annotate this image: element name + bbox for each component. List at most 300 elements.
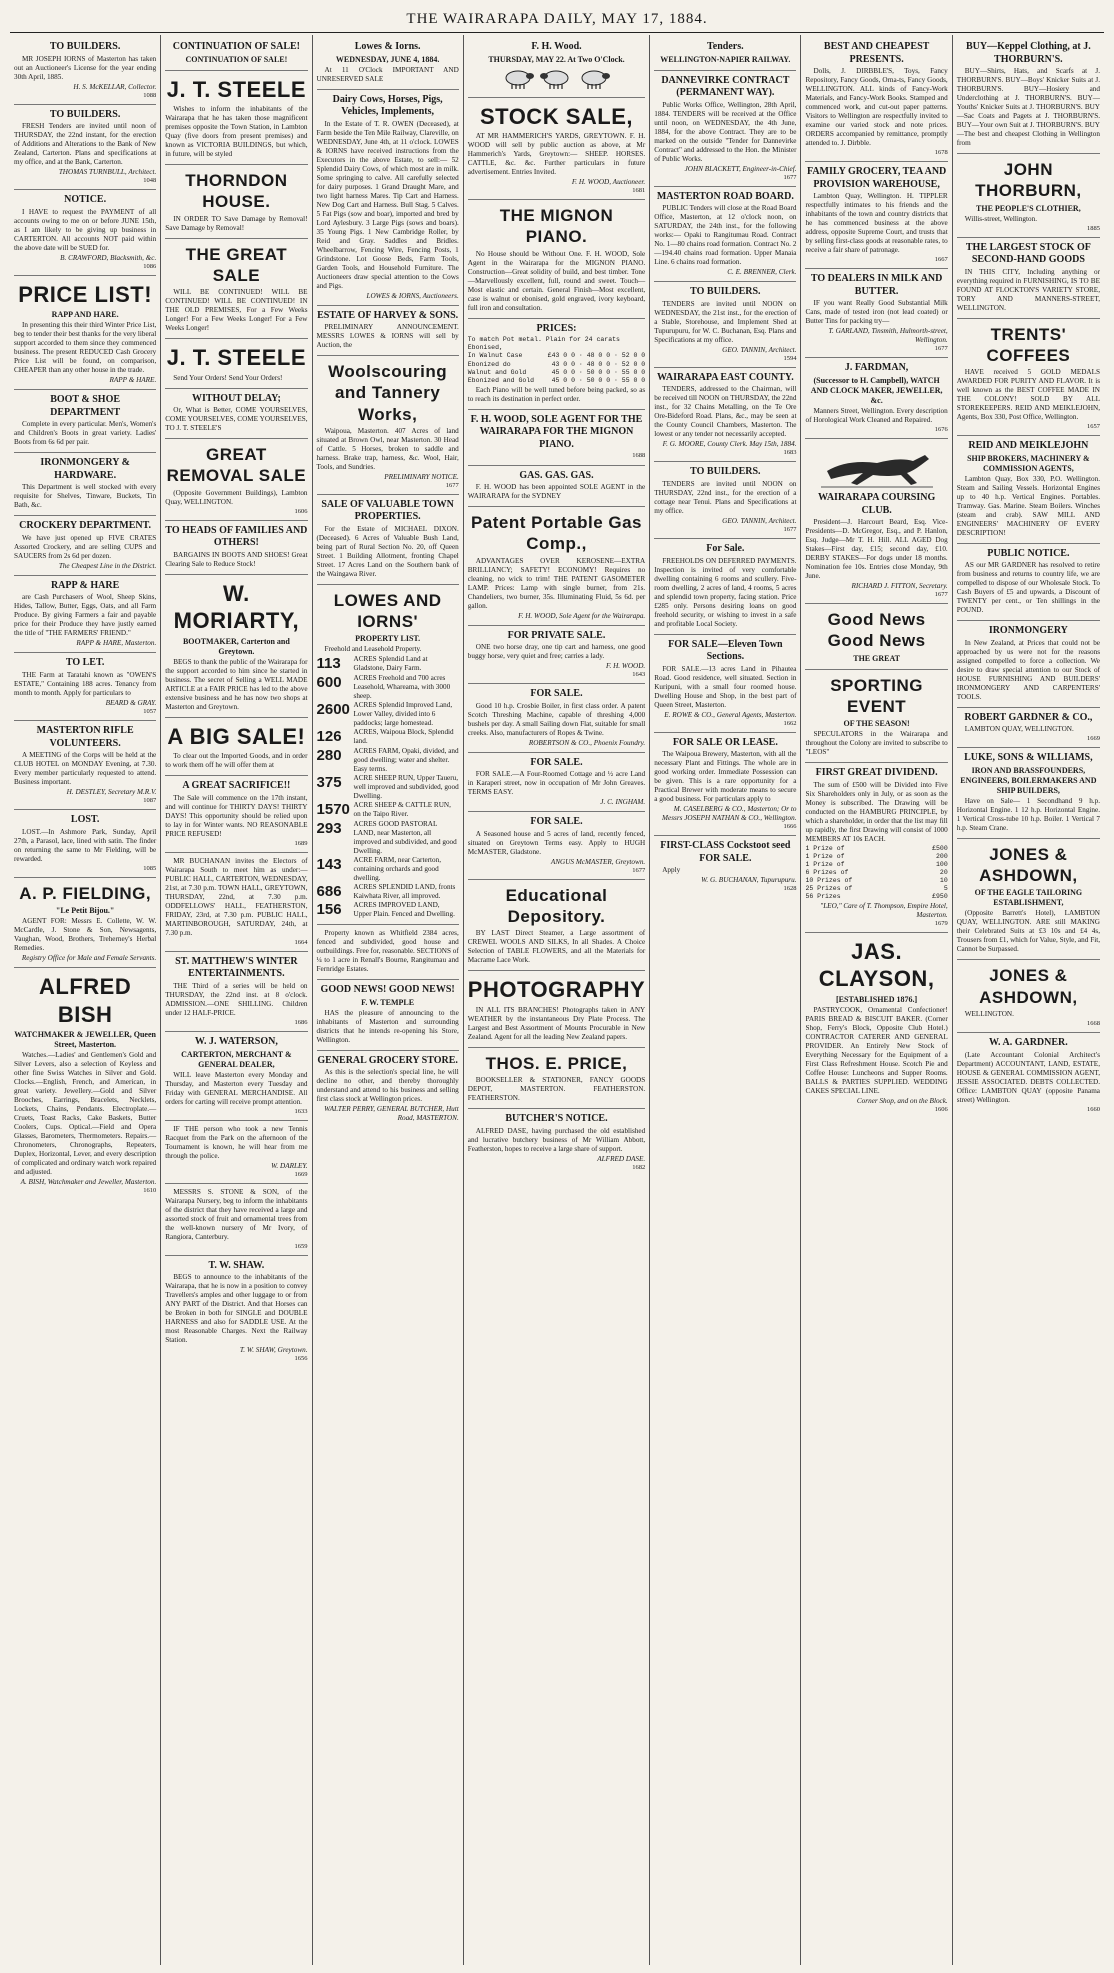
- ad-number: 1678: [934, 149, 948, 156]
- ad-number: 1088: [143, 91, 157, 99]
- ad-heading: LUKE, SONS & WILLIAMS,: [964, 752, 1093, 764]
- ad-heading: IRONMONGERY: [988, 625, 1068, 637]
- advertisement: [14, 37, 156, 105]
- ad-heading: T. W. SHAW.: [208, 1259, 265, 1271]
- ad-body: Public Works Office, Wellington, 28th April, 1884. TENDERS will be received at the Office until noon, on WEDNESDAY, the 4th June, 1884, for the above Contract. They are to be marked on the outside "Tender for Dannevirke Contract" and addressed to the Hon. the Minister of Public Works.: [654, 100, 797, 163]
- column-4: [464, 35, 650, 1965]
- ad-number: 1610: [143, 1187, 157, 1194]
- price-values: 43 0 0 · 48 0 0 · 52 0 0: [551, 360, 646, 368]
- ad-body: Watches.—Ladies' and Gentlemen's Gold and Silver Levers, also a selection of Keyless and other fine Swiss Watches in Silver and Gold. Clocks.—English, French, and American, in great variety. Jewellery.—Gold and Silver Brooches, Earrings, Bracelets, Necklets, Lockets, Chains, Pendants. Electroplate.—Cruets, Toast Racks, Cake Baskets, Butter Coolers, Cups. Optical.—Field and Opera Glasses, Barometers, Thermometers. Repairs.—Chronometers, Chronographs, Repeaters, Duplex, Horizontal, Lever, and every description of complicated and ordinary watch work repaired and adjusted.: [14, 1051, 157, 1176]
- ad-body: Dolls, J. DIRBBLE'S, Toys, Fancy Repository, Fancy Goods, Orna-ts, Fancy Goods, WELLINGTON. ALL kinds of Fancy-Work Materials, and Fancy-Work Books. Stamped and commenced work, and cut-out paper patterns. Visitors to Wellington are respectfully invited to examine our varied stock and note prices. ORDERS accompanied by remittance, promptly attended to. J. Dirbble.: [805, 67, 948, 147]
- ad-heading: Woolscouring and Tannery Works,: [328, 362, 448, 424]
- ad-signature: F. H. WOOD, Sole Agent for the Wairarapa.: [518, 611, 646, 620]
- price-values: 45 0 0 · 50 0 0 · 55 0 0: [551, 376, 646, 384]
- ad-signature: ROBERTSON & CO., Phoenix Foundry.: [528, 738, 646, 747]
- ad-body: PASTRYCOOK, Ornamental Confectioner! PARIS BREAD & BISCUIT BAKER. (Corner Shop, Ferry's Block, Opposite Club Hotel.) CONTRACTOR CATERER AND GENERAL PROVIDER. An Entirely New Stock of Everything Necessary for the Equipment of a First Class Refreshment House. Scotch Pie and Coffee House: Luncheons and Supper Rooms. BALLS & PARTIES SUPPLIED. WEDDING CAKES SPECIAL LINE.: [805, 1005, 948, 1095]
- ad-number: 1668: [1087, 1019, 1100, 1027]
- column-3: [313, 35, 464, 1965]
- property-listing: [317, 701, 459, 728]
- prize-row: [805, 861, 947, 869]
- ad-heading: FOR SALE.: [530, 756, 583, 768]
- advertisement: [654, 37, 796, 71]
- sheep-icon: [577, 68, 611, 90]
- ad-heading: ROBERT GARDNER & CO.,: [964, 711, 1093, 723]
- prize-value: £500: [932, 844, 948, 852]
- advertisement: [317, 37, 459, 90]
- ad-number: 1659: [294, 1242, 308, 1250]
- ad-heading: BOOT & SHOE DEPARTMENT: [50, 394, 121, 418]
- ad-heading: BEST AND CHEAPEST PRESENTS.: [823, 41, 930, 65]
- prize-row: [805, 853, 947, 861]
- ad-heading: BUTCHER'S NOTICE.: [505, 1113, 608, 1124]
- ad-number: 1085: [143, 864, 157, 872]
- ad-body: Complete in every particular. Men's, Women's and Children's Boots in great variety. Ladies' Boots from 6s 6d per pair.: [14, 420, 157, 447]
- piano-price-row: [468, 352, 645, 360]
- ad-body: A MEETING of the Corps will be held at the CLUB HOTEL on MONDAY Evening, at 7.30. Every member particularly requested to attend. Business important.: [14, 751, 157, 786]
- ad-heading: WAIRARAPA COURSING CLUB.: [817, 492, 936, 516]
- advertisement: [468, 410, 645, 466]
- advertisement: [654, 71, 796, 187]
- advertisement: [165, 1121, 307, 1184]
- advertisement: [957, 319, 1100, 437]
- ad-number: 1683: [783, 449, 797, 457]
- ad-subheading: SHIP BROKERS, MACHINERY & COMMISSION AGENTS,: [967, 453, 1090, 473]
- advertisement: [468, 37, 645, 98]
- ad-body: A Seasoned house and 5 acres of land, recently fenced, situated on Greytown Terms easy. Apply to HUGH McMASTER, Gladstone.: [467, 829, 646, 856]
- advertisement: [14, 653, 156, 721]
- advertisement: [468, 880, 645, 972]
- advertisement: [468, 1048, 645, 1109]
- ad-body: BEGS to announce to the inhabitants of the Wairarapa, that he is now in a position to convey Travellers's amples and other luggage to or from ANY PART of the District. And that Horses can be Broken in both for SINGLE and DOUBLE HARNESS and also for SADDLE USE. At the most Reasonable Charges. Next the Railway Station.: [165, 1273, 308, 1345]
- ad-heading: GREAT REMOVAL SALE: [166, 445, 307, 486]
- ad-signature: ALFRED DASE.: [597, 1154, 646, 1163]
- ad-number: 1682: [632, 1163, 646, 1171]
- ad-heading: PRICE LIST!: [18, 281, 153, 307]
- advertisement: [165, 439, 307, 521]
- ad-subheading: IRON AND BRASSFOUNDERS, ENGINEERS, BOILERMAKERS AND SHIP BUILDERS,: [960, 765, 1097, 795]
- ad-body: ADVANTAGES OVER KEROSENE—EXTRA BRILLIANCY; SAFETY! ECONOMY! Requires no cleaning, no wick to trim! THE PATENT GASOMETER LAMP. Prices: Lamp with single burner, from 21s. Chandeliers, two burner, 35s. Illuminating Fluid, 5s 6d. per gallon.: [467, 556, 646, 610]
- advertisement: [654, 282, 796, 368]
- ad-signature: H. S. McKELLAR, Collector.: [73, 82, 157, 91]
- property-description: ACRES Splendid Improved Land, Lower Valley, divided into 6 paddocks; large homestead.: [353, 701, 453, 728]
- ad-body: MR BUCHANAN invites the Electors of Wairarapa South to meet him as under:— PUBLIC HALL, CARTERTON, WEDNESDAY, 21st, at 7.30 p.m. TOWN HALL, GREYTOWN, THURSDAY, 22nd, at 7.30 p.m. ODDFELLOWS' HALL, FEATHERSTON, FRIDAY, 23rd, at 7.30 p.m. PUBLIC HALL, MARTINBOROUGH, SATURDAY, 24th, at 7.30 p.m.: [165, 856, 308, 937]
- ad-signature: THOMAS TURNBULL, Architect.: [58, 168, 157, 177]
- property-number: 113: [316, 655, 341, 673]
- ad-signature: T. GARLAND, Tinsmith, Hulmorth-street, Wellington.: [828, 327, 948, 345]
- ad-signature: Corner Shop, and on the Block.: [856, 1096, 948, 1105]
- advertisement: [165, 1256, 307, 1368]
- ad-signature: GEO. TANNIN, Architect.: [722, 345, 797, 354]
- advertisement: [165, 575, 307, 718]
- piano-prices-header: To match Pot metal. Plain for 24 carats Ebonised,: [467, 336, 620, 352]
- advertisement: [957, 238, 1100, 319]
- columns: [10, 35, 1104, 1965]
- ad-body: Freehold and Leasehold Property.: [324, 645, 422, 654]
- ad-subheading: "Le Petit Bijou.": [55, 906, 115, 915]
- ad-body: BARGAINS IN BOOTS AND SHOES! Great Clearing Sale to Reduce Stock!: [165, 550, 308, 568]
- ad-heading: GENERAL GROCERY STORE.: [317, 1054, 458, 1066]
- ad-heading: PRICES:: [536, 322, 577, 334]
- prize-row: [805, 877, 947, 885]
- advertisement: [654, 462, 796, 539]
- advertisement: [317, 495, 459, 585]
- ad-heading: A BIG SALE!: [167, 723, 306, 749]
- ad-heading: Good News Good News: [827, 610, 926, 651]
- ad-heading: LOWES AND IORNS': [333, 590, 442, 632]
- ad-body: Willis-street, Wellington.: [964, 214, 1037, 223]
- ad-number: 1688: [632, 452, 646, 460]
- advertisement: [165, 1032, 307, 1121]
- advertisement: [957, 708, 1100, 749]
- property-number: 126: [316, 728, 342, 746]
- advertisement: [165, 339, 307, 389]
- advertisement: [957, 37, 1100, 154]
- advertisement: [317, 980, 459, 1051]
- prize-label: 1 Prize of: [805, 860, 845, 868]
- ad-body: PUBLIC Tenders will close at the Road Board Office, Masterton, at 12 o'clock noon, on SATURDAY, the 24th inst., for the following works:— Opaki to Rangitumau Road. Contract No. 1—80 chains road formation. Contract No. 2—194.40 chains road formation. Upper Manaia Line. 6 chains road formation.: [654, 204, 797, 267]
- ad-heading: FOR SALE.: [530, 816, 583, 828]
- advertisement: [165, 71, 307, 166]
- advertisement: [468, 507, 645, 626]
- advertisement: [317, 585, 459, 925]
- advertisement: [805, 604, 947, 670]
- advertisement: [165, 521, 307, 575]
- ad-number: 1594: [783, 354, 797, 362]
- ad-heading: TO BUILDERS.: [690, 286, 761, 298]
- prize-value: £950: [932, 893, 948, 901]
- ad-body: I HAVE to request the PAYMENT of all accounts owing to me on or before JUNE 15th, as I am likely to be giving up business in CARTERTON. All accounts NOT paid within the above date will be SUED for.: [14, 207, 157, 252]
- greyhound-icon: [817, 445, 937, 489]
- property-listing: [317, 820, 459, 856]
- ad-signature: E. ROWE & CO., General Agents, Masterton.: [664, 710, 797, 719]
- ad-body: We have just opened up FIVE CRATES Assorted Crockery, and are selling CUPS and SAUCERS from 2s 6d per dozen.: [14, 533, 157, 560]
- ad-number: 1679: [934, 919, 948, 927]
- ad-number: 1669: [294, 1170, 308, 1178]
- ad-body: AS our MR GARDNER has resolved to retire from business and returns to country life, we are compelled to dispose of our Wholesale Stock. To Cash Buyers of £5 and upwards, a Discount of TWENTY per cent., or Ten shillings in the POUND.: [956, 561, 1100, 615]
- price-label: Walnut and Gold: [467, 368, 527, 376]
- ad-number: 1657: [1087, 423, 1100, 431]
- ad-heading: MASTERTON RIFLE VOLUNTEERS.: [36, 725, 134, 749]
- advertisement: [14, 516, 156, 576]
- ad-heading: CONTINUATION OF SALE!: [172, 41, 300, 52]
- ad-heading: RAPP & HARE: [50, 579, 120, 591]
- ad-heading: WAIRARAPA EAST COUNTY.: [656, 371, 794, 383]
- ad-number: 1633: [294, 1107, 308, 1115]
- ad-body: LOST.—In Ashmore Park, Sunday, April 27th, a Parasol, lace, lined with satin. The finder on returning the same to Mr Fielding, will be rewarded.: [14, 827, 157, 863]
- column-2: [161, 35, 312, 1965]
- property-number: 143: [316, 855, 342, 873]
- ad-heading: Patent Portable Gas Comp.,: [470, 513, 643, 554]
- ad-body: In presenting this their third Winter Price List, beg to tender their best thanks for the very liberal support accorded to them since they commenced business. The present REDUCED Cash Grocery Price List will be found, on comparison, CHEAPER than any other house in the trade.: [14, 321, 157, 375]
- advertisement: [165, 165, 307, 239]
- ad-number: 1667: [934, 256, 948, 264]
- ad-body: THE Third of a series will be held on THURSDAY, the 22nd inst. at 8 o'clock. ADMISSION.—ONE SHILLING. Children under 12 HALF-PRICE.: [165, 981, 308, 1017]
- column-7: [953, 35, 1104, 1965]
- ad-body: Waipoua, Masterton. 407 Acres of land situated at Brown Owl, near Masterton. 30 Head of Cattle. 5 Horses, broken to saddle and harness. Brake trap, harness, &c. Wool, Hair, Tools, and Sundries.: [316, 426, 459, 471]
- ad-heading: ALFRED BISH: [39, 974, 132, 1027]
- advertisement: [957, 154, 1100, 238]
- ad-body: At 11 O'Clock IMPORTANT AND UNRESERVED SALE: [316, 65, 459, 83]
- property-listing: [317, 901, 459, 920]
- prize-label: 56 Prizes: [805, 893, 841, 901]
- ad-heading: ST. MATTHEW'S WINTER ENTERTAINMENTS.: [175, 955, 298, 980]
- ad-body: Lambton Quay, Wellington. H. TIPPLER respectfully intimates to his friends and the inhabitants of the town and country districts that he has commenced business at the above address, opposite Supreme Court, and trusts that by selling first-class goods at reasonable rates, to receive a fair share of patronage.: [805, 192, 948, 255]
- ad-body: (Opposite Government Buildings), Lambton Quay, WELLINGTON.: [165, 488, 308, 506]
- property-description: ACRES Freehold and 700 acres Leasehold, Whareama, with 3000 sheep.: [353, 674, 451, 701]
- ad-signature: T. W. SHAW, Greytown.: [239, 1346, 308, 1355]
- ad-heading: GOOD NEWS! GOOD NEWS!: [320, 984, 455, 996]
- property-description: ACRES SPLENDID LAND, fronts Kaiwhata River, all improved.: [353, 882, 456, 900]
- ad-body: President—J. Harcourt Beard, Esq. Vice-Presidents—D. McGregor, Esq., and P. Hanlon, Esq. Judge—Mr T. H. Hill. ALL AGED Dog Stakes—First day, £15; second day, £10. DERBY STAKES—For dogs under 18 months. Nomination fee 10s. Entries close Monday, 9th June.: [805, 518, 948, 580]
- ad-heading: TRENTS' COFFEES: [986, 324, 1071, 365]
- ad-body: ALFRED DASE, having purchased the old established and lucrative butchery business of Mr William Abbott, Featherston, hopes to receive a large share of support.: [467, 1126, 646, 1153]
- ad-heading: DANNEVIRKE CONTRACT (PERMANENT WAY).: [661, 74, 790, 98]
- advertisement: [957, 544, 1100, 622]
- price-label: In Walnut Case: [467, 352, 523, 360]
- advertisement: [957, 839, 1100, 961]
- ad-subheading: F. W. TEMPLE: [361, 997, 415, 1007]
- advertisement: [654, 539, 796, 635]
- property-listing: [317, 774, 459, 801]
- ad-heading: MASTERTON ROAD BOARD.: [656, 190, 794, 202]
- advertisement: [317, 1051, 459, 1128]
- property-number: 1570: [316, 800, 350, 818]
- ad-body: BOOKSELLER & STATIONER, FANCY GOODS DEPOT, MASTERTON. FEATHERSTON. FEATHERSTON.: [467, 1076, 646, 1102]
- ad-signature: A. BISH, Watchmaker and Jeweller, Masterton.: [20, 1178, 157, 1186]
- property-listing: [317, 856, 459, 883]
- ad-subheading: BOOTMAKER, Carterton and Greytown.: [182, 636, 290, 656]
- property-number: 375: [316, 773, 342, 791]
- ad-subheading: CONTINUATION OF SALE!: [185, 54, 288, 64]
- ad-heading: TO BUILDERS.: [690, 466, 761, 478]
- ad-body: MESSRS S. STONE & SON, of the Wairarapa Nursery, beg to inform the inhabitants of the district that they have received a large and assorted stock of fruit and ornamental trees from the well-known nursery of Mr Ivory, of Rangiora, Canterbury.: [165, 1187, 308, 1241]
- ad-signature: M. CASELBERG & CO., Masterton; Or to Messrs JOSEPH NATHAN & CO., Wellington.: [662, 805, 797, 823]
- ad-body: IN ORDER TO Save Damage by Removal! Save Damage by Removal!: [165, 214, 308, 232]
- ad-signature: RICHARD J. FITTON, Secretary.: [851, 582, 948, 590]
- ad-heading: SPORTING EVENT: [830, 675, 923, 716]
- ad-body: For the Estate of MICHAEL DIXON. (Deceased). 6 Acres of Valuable Bush Land, being part of Rural Section No. 20, off Queen Street. 1 Building Allotment, fronting Chapel Street. 17 Acres Land on the Southern bank of the Waingawa River.: [316, 524, 459, 578]
- ad-number: 1048: [143, 177, 157, 185]
- ad-number: 1689: [294, 839, 308, 847]
- prize-row: [805, 893, 947, 901]
- ad-body: ONE two horse dray, one tip cart and harness, one good buggy horse, very quiet and free; carries a lady.: [467, 643, 646, 660]
- ad-heading: FOR SALE OR LEASE.: [672, 736, 778, 748]
- ad-heading: GAS. GAS. GAS.: [519, 469, 594, 481]
- column-1: [10, 35, 161, 1965]
- property-listing: [317, 728, 459, 747]
- advertisement: [805, 269, 947, 358]
- property-number: 156: [316, 901, 342, 919]
- advertisement: [165, 718, 307, 777]
- ad-heading: BUY—Keppel Clothing, at J. THORBURN'S.: [966, 41, 1091, 65]
- ad-body: Each Piano will be well tuned before being packed, so as to reach its destination in perfect order.: [467, 385, 646, 403]
- advertisement: [654, 368, 796, 463]
- ad-body: TENDERS, addressed to the Chairman, will be received till NOON on THURSDAY, the 22nd inst., for 32 Chains Metalling, on the Te Ore Ore-Bideford Road. Plans, &c., may be seen at the County Council Chambers, Masterton. The lowest or any tender not necessarily accepted.: [654, 385, 797, 439]
- ad-signature: BEARD & GRAY.: [105, 698, 157, 707]
- ad-heading: IRONMONGERY & HARDWARE.: [40, 457, 130, 481]
- ad-number: 1677: [783, 525, 797, 533]
- ad-signature: The Cheapest Line in the District.: [58, 561, 157, 570]
- advertisement: [805, 37, 947, 162]
- prize-value: 200: [936, 852, 948, 860]
- ad-heading: WITHOUT DELAY;: [191, 392, 281, 404]
- ad-signature: RAPP & HARE, Masterton.: [76, 639, 157, 648]
- ad-heading: A GREAT SACRIFICE!!: [182, 780, 291, 792]
- ad-heading: CROCKERY DEPARTMENT.: [19, 520, 152, 532]
- ad-body: PRELIMINARY ANNOUNCEMENT. MESSRS LOWES & IORNS will sell by Auction, the: [316, 323, 459, 349]
- advertisement: [468, 684, 645, 753]
- ad-body: Send Your Orders! Send Your Orders!: [173, 373, 283, 382]
- ad-number: 1606: [294, 507, 308, 515]
- ad-number: 1643: [632, 671, 646, 678]
- advertisement: [165, 853, 307, 952]
- ad-body: are Cash Purchasers of Wool, Sheep Skins, Hides, Tallow, Butter, Eggs, Oats, and all Farm Produce. By giving Farmers a fair and payable price for their Produce they have justly earned the title of "THE FARMERS' FRIEND.": [14, 593, 157, 638]
- ad-signature: W. DARLEY.: [271, 1161, 308, 1170]
- ad-body: (Late Accountant Colonial Architect's Department) ACCOUNTANT, LAND, ESTATE, HOUSE & GENERAL COMMISSION AGENT, JESSIE ASSOCIATED. DEBTS COLLECTED. Office: LAMBTON QUAY (opposite Panama street) Wellington.: [956, 1050, 1100, 1104]
- property-listing: [317, 747, 459, 774]
- ad-body: F. H. WOOD has been appointed SOLE AGENT in the WAIRARAPA for the SYDNEY: [467, 483, 646, 500]
- ad-body: No House should be Without One. F. H. WOOD, Sole Agent in the Wairarapa for the MIGNON PIANO. Construction—Great solidity of build, and best timber. Tone—Marvellously excellent, full, round and sweet. Touch—Most elastic and certain. General Finish—Most excellent, case is walnut or ebonised, gold engraved, ivory keyboard, full iron and consultation.: [467, 249, 646, 312]
- ad-number: 1057: [143, 707, 157, 715]
- ad-heading: REID AND MEIKLEJOHN: [968, 440, 1089, 452]
- ad-body: AGENT FOR: Messrs E. Collette, W. W. McCardle, J. Stone & Son, Newsagents, Vaughan, Wood, Brothers, Treherney's Herbal Remedies.: [14, 917, 157, 952]
- advertisement: [317, 90, 459, 306]
- ad-body: The sum of £500 will be Divided into Five Six Shareholders only in July, or as soon as the Money is subscribed. The Drawing will be conducted on the HAMBURG PRINCIPLE, by which a shareholder, in order that the list may fill up rapidly, the first Drawing will consist of 1000 MEMBERS AT 10s EACH.: [805, 780, 948, 843]
- ad-signature: H. DESTLEY, Secretary M.R.V.: [66, 788, 157, 796]
- advertisement: [317, 925, 459, 980]
- ad-body: FREEHOLDS ON DEFERRED PAYMENTS. Inspection is invited of very comfortable dwelling containing 6 rooms and scullery. Five-room dwelling, 2 acres of land, 4 rooms, 5 acres and splendid town property, facing station. Price £285 only. Persons desiring loans on good freehold security, or wishing to invest in a safe and profitable Local Society.: [654, 556, 797, 628]
- prize-row: [805, 869, 947, 877]
- prize-label: 1 Prize of: [805, 844, 845, 852]
- advertisement: [14, 190, 156, 276]
- advertisement: [14, 810, 156, 878]
- ad-body: Lambton Quay, Box 330, P.O. Wellington. Steam and Sailing Vessels. Horizontal Engines up to 40 h.p. Vertical Engines. Portables. Tramway. Gas. Marine. Steam Boilers. Winches (steam and crab). SAW MILL AND ENGINEERS' MACHINERY OF EVERY DESCRIPTION!: [956, 474, 1100, 537]
- advertisement: [165, 239, 307, 340]
- ad-body: SPECULATORS in the Wairarapa and throughout the Colony are invited to subscribe to "LEOS": [805, 730, 948, 757]
- ad-body: WILL BE CONTINUED! WILL BE CONTINUED! WILL BE CONTINUED! IN THE OLD PREMISES, For a Few Weeks Longer! For a Few Weeks Longer! For a Few Weeks Longer!: [165, 288, 308, 332]
- ad-body: TENDERS are invited until NOON on THURSDAY, 22nd inst., for the erection of a cottage near Tenui. Plans and Specifications at my office.: [654, 479, 797, 515]
- advertisement: [468, 98, 645, 201]
- ad-subheading: CARTERTON, MERCHANT & GENERAL DEALER,: [181, 1049, 292, 1069]
- ad-signature: "LEO," Care of T. Thompson, Empire Hotel, Masterton.: [820, 901, 948, 919]
- advertisement: [654, 733, 796, 837]
- ad-number: 1606: [934, 1105, 948, 1113]
- ad-heading: FAMILY GROCERY, TEA AND PROVISION WAREHOUSE,: [806, 166, 947, 190]
- ad-number: 1628: [783, 885, 797, 893]
- ad-heading: For Sale.: [706, 543, 745, 554]
- ad-body: FOR SALE.—13 acres Land in Pihautea Road. Good residence, well situated. Section in Kuripuni, with a small four roomed house. Dwelling House and Shop, in the best part of Queen Street, Masterton.: [654, 664, 797, 709]
- advertisement: [468, 319, 645, 410]
- property-number: 293: [316, 819, 342, 837]
- ad-number: 1677: [632, 866, 646, 874]
- ad-signature: ANGUS McMASTER, Greytown.: [550, 857, 646, 866]
- ad-body: HAS the pleasure of announcing to the inhabitants of Masterton and surrounding districts that he intends re-opening his Store, Wellington.: [316, 1008, 459, 1044]
- ad-signature: F. G. MOORE, County Clerk. May 15th, 1884.: [662, 440, 797, 449]
- ad-body: Property known as Whitfield 2384 acres, fenced and subdivided, good house and outbuildings. Free for, reasonable. SECTIONS of ¼ to 1 acre in Renall's Bourne, Rangitumau and Fernridge Estates.: [316, 929, 459, 974]
- advertisement: [654, 836, 796, 897]
- advertisement: [317, 356, 459, 495]
- ad-heading: PHOTOGRAPHY: [467, 977, 646, 1003]
- ad-heading: W. J. WATERSON,: [194, 1036, 278, 1047]
- prize-value: 100: [936, 860, 948, 868]
- ad-signature: F. H. WOOD.: [606, 662, 646, 670]
- ad-body: IF THE person who took a new Tennis Racquet from the Park on the afternoon of the Tournament is known, he will hear from me through the police.: [165, 1124, 308, 1160]
- piano-price-row: [468, 361, 645, 369]
- ad-body: WILL leave Masterton every Monday and Thursday, and Masterton every Tuesday and Friday with GENERAL MERCHANDISE. All orders for carting will receive prompt attention.: [165, 1070, 308, 1106]
- ad-signature: PRELIMINARY NOTICE.: [384, 472, 459, 481]
- ad-heading: FIRST-CLASS Cockstoot seed FOR SALE.: [660, 840, 791, 864]
- ad-signature: B. CRAWFORD, Blacksmith, &c.: [60, 253, 157, 262]
- property-description: ACRE SHEEP RUN, Upper Taueru, well improved and subdivided, good Dwelling.: [353, 773, 459, 800]
- ad-heading: Lowes & Iorns.: [354, 41, 421, 52]
- ad-number: 1664: [294, 938, 308, 946]
- advertisement: [14, 878, 156, 968]
- ad-body: AT MR HAMMERICH'S YARDS, GREYTOWN. F. H. WOOD will sell by public auction as above, at Mr Hammerich's Yards, Greytown:— SHEEP. HORSES. CATTLE, &c. &c. Further particulars in future advertisement. Entries Invited.: [467, 132, 646, 176]
- ad-subheading: WELLINGTON-NAPIER RAILWAY.: [660, 54, 791, 64]
- masthead-title: THE WAIRARAPA DAILY, MAY 17, 1884.: [406, 10, 708, 27]
- ad-body: LAMBTON QUAY, WELLINGTON.: [964, 725, 1074, 734]
- ad-heading: Dairy Cows, Horses, Pigs, Vehicles, Implements,: [332, 93, 443, 117]
- ad-heading: LOST.: [70, 814, 100, 826]
- ad-body: IN THIS CITY, Including anything or everything required in FURNISHING, IS TO BE FOUND AT FLOCKTON'S VARIETY STORE, TORY AND MANNERS-STREET, WELLINGTON.: [956, 267, 1100, 312]
- ad-body: TENDERS are invited until NOON on WEDNESDAY, the 21st inst., for the erection of a Stable, Storehouse, and Implement Shed at Tupurupuru, for W. C. Buchanan, Esq. Plans and Specifications at my office.: [654, 299, 797, 344]
- prize-label: 10 Prizes of: [805, 877, 853, 885]
- advertisement: [957, 748, 1100, 839]
- ad-heading: A. P. FIELDING,: [19, 883, 152, 903]
- greyhound-engraving: [805, 445, 947, 489]
- ad-heading: JAS. CLAYSON,: [818, 938, 935, 992]
- ad-signature: W. G. BUCHANAN, Tupurupuru.: [701, 876, 797, 885]
- ad-body: BEGS to thank the public of the Wairarapa for the support accorded to him since he started in business. The secret of Selling a WELL MADE ARTICLE at a FAIR PRICE has led to the above extensive business and he has now two shops at Masterton and Greytown.: [165, 657, 308, 711]
- ad-signature: GEO. TANNIN, Architect.: [722, 516, 797, 525]
- property-listing: [317, 801, 459, 820]
- ad-heading: THE MIGNON PIANO.: [499, 206, 614, 247]
- ad-signature: WALTER PERRY, GENERAL BUTCHER, Hutt Road, MASTERTON.: [324, 1105, 459, 1123]
- ad-body: The Sale will commence on the 17th instant, and will continue for THIRTY DAYS! THIRTY DAYS! This opportunity should be relied upon to lay in for Winter wants. NO REASONABLE PRICE REFUSED!: [165, 793, 308, 838]
- ad-heading: Educational Depository.: [505, 885, 608, 926]
- ad-number: 1086: [143, 262, 157, 270]
- property-description: ACRES GOOD PASTORAL LAND, near Masterton, all improved and subdivided, and good Dwelling.: [353, 819, 457, 855]
- ad-body: Apply: [662, 866, 681, 875]
- ad-body: The Waipoua Brewery, Masterton, with all the necessary Plant and Fittings. The whole are in good working order. Immediate Possession can be given. This is a rare opportunity for a Practical Brewer with moderate means to secure a good business. For particulars apply to: [654, 750, 797, 804]
- property-description: ACRES Splendid Land at Gladstone, Dairy Farm.: [353, 655, 428, 673]
- advertisement: [14, 105, 156, 191]
- ad-signature: C. E. BRENNER, Clerk.: [727, 268, 797, 277]
- ad-signature: Registry Office for Male and Female Servants.: [21, 954, 157, 962]
- property-description: ACRES, Waipoua Block, Splendid land.: [353, 728, 454, 746]
- ad-body: WELLINGTON.: [964, 1009, 1014, 1018]
- advertisement: [654, 635, 796, 733]
- ad-number: 1885: [1087, 224, 1100, 232]
- ad-heading: JONES & ASHDOWN,: [979, 966, 1078, 1007]
- ad-heading: THE LARGEST STOCK OF SECOND-HAND GOODS: [965, 241, 1091, 266]
- advertisement: [468, 200, 645, 319]
- ad-heading: Tenders.: [707, 41, 744, 52]
- ad-body: Good 10 h.p. Crosbie Boiler, in first class order. A patent Scotch Threshing Machine, capable of threshing 4,000 bushels per day. A small Sailing down Flat, suitable for small creeks. Also, manufacturers of Ropes & Twine.: [467, 701, 646, 737]
- advertisement: [468, 1109, 645, 1176]
- ad-heading: W. MORIARTY,: [173, 580, 300, 634]
- ad-number: 1656: [294, 1355, 308, 1363]
- advertisement: [165, 1184, 307, 1256]
- advertisement: [14, 390, 156, 453]
- ad-body: IF you want Really Good Substantial Milk Cans, made of tested iron (not lead coated) or Butter Tins for packing try—: [805, 299, 948, 326]
- ad-heading: J. FARDMAN,: [844, 362, 909, 374]
- ad-number: 1677: [445, 481, 459, 489]
- ad-number: 1677: [783, 173, 797, 181]
- ad-heading: W. A. GARDNER.: [988, 1037, 1068, 1048]
- ad-number: 1660: [1087, 1105, 1100, 1113]
- ad-body: BY LAST Direct Steamer, a Large assortment of CREWEL WOOLS AND SILKS, In all Shades. A Choice Selection of TABLE FLOWERS, and all the Materials for Macrame Lace Work.: [467, 929, 646, 965]
